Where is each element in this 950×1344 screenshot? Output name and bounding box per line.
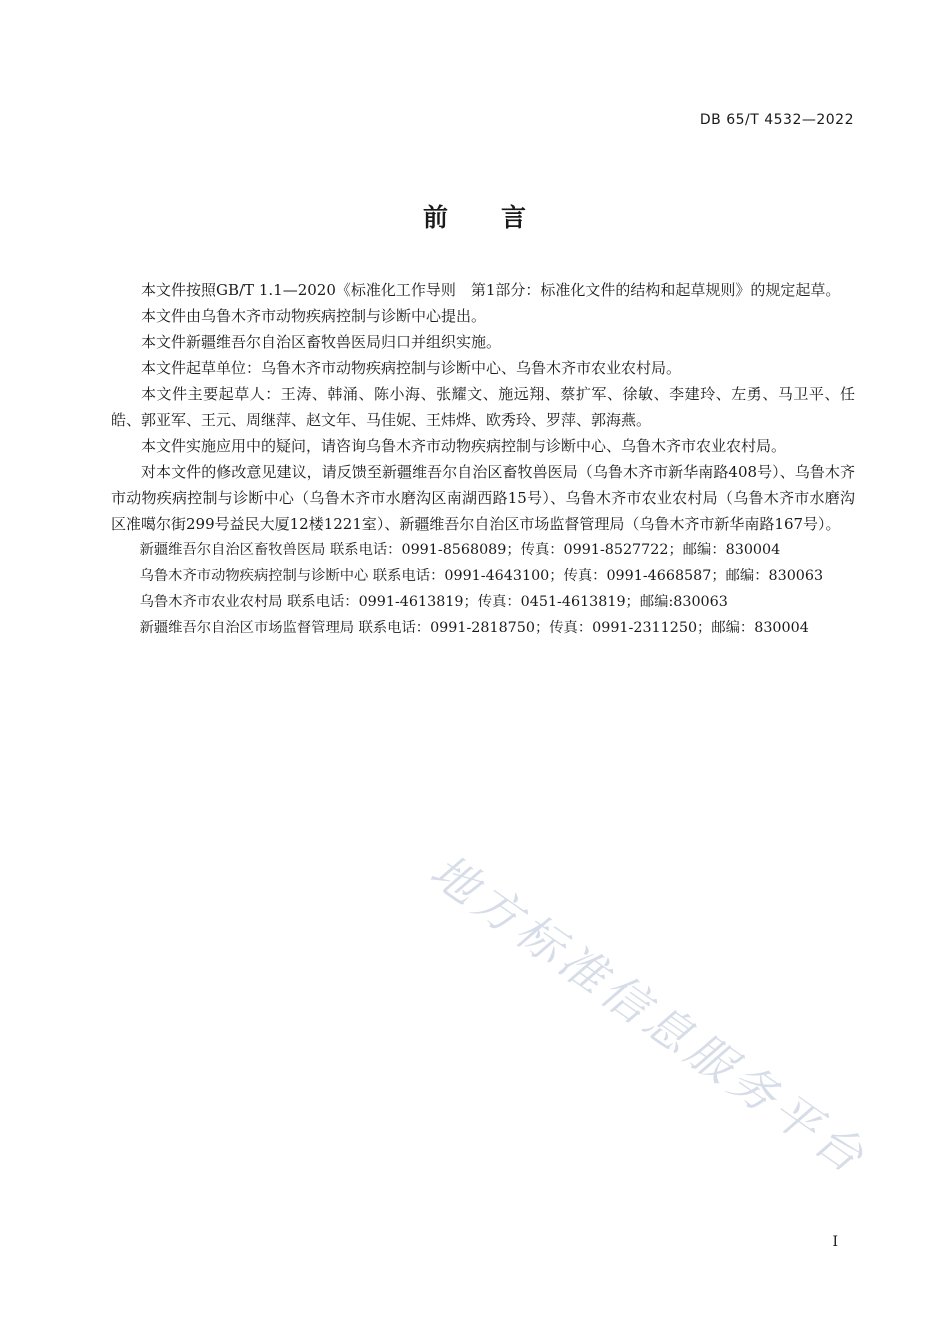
paragraph-drafting-units: 本文件起草单位：乌鲁木齐市动物疾病控制与诊断中心、乌鲁木齐市农业农村局。 [141,359,682,377]
document-code: DB 65/T 4532—2022 [699,112,854,128]
contact-line: 乌鲁木齐市农业农村局 联系电话：0991-4613819；传真：0451-4613819；邮编:830063 [139,594,728,610]
paragraph-feedback: 对本文件的修改意见建议，请反馈至新疆维吾尔自治区畜牧兽医局（乌鲁木齐市新华南路408号）、乌鲁木齐市动物疾病控制与诊断中心（乌鲁木齐市水磨沟区南湖西路15号）、乌鲁木齐市农业农村局（乌鲁木齐市水磨沟区准噶尔街299号益民大厦12楼1221室）、新疆维吾尔自治区市场监督管理局（乌鲁木齐市新华南路167号）。 [111,463,855,533]
page-number: I [832,1234,838,1250]
contact-line: 新疆维吾尔自治区市场监督管理局 联系电话：0991-2818750；传真：0991-2311250；邮编：830004 [139,620,809,636]
watermark: 地方标准信息服务平台 [420,843,878,1186]
paragraph-inquiries: 本文件实施应用中的疑问，请咨询乌鲁木齐市动物疾病控制与诊断中心、乌鲁木齐市农业农村局。 [141,437,787,455]
page-title [0,198,950,234]
paragraph-administrator: 本文件新疆维吾尔自治区畜牧兽医局归口并组织实施。 [141,333,502,351]
document-body [111,277,855,641]
paragraph-proposer: 本文件由乌鲁木齐市动物疾病控制与诊断中心提出。 [141,307,487,325]
contact-line: 新疆维吾尔自治区畜牧兽医局 联系电话：0991-8568089；传真：0991-8527722；邮编：830004 [139,542,781,558]
contact-line: 乌鲁木齐市动物疾病控制与诊断中心 联系电话：0991-4643100；传真：0991-4668587；邮编：830063 [139,568,824,584]
paragraph-drafting-rules: 本文件按照GB/T 1.1—2020《标准化工作导则 第1部分：标准化文件的结构和起草规则》的规定起草。 [141,281,841,299]
title-part-1: 前 [422,203,449,232]
title-part-2: 言 [501,203,528,232]
paragraph-drafters: 本文件主要起草人：王涛、韩涌、陈小海、张耀文、施远翔、蔡扩军、徐敏、李建玲、左勇、马卫平、任皓、郭亚军、王元、周继萍、赵文年、马佳妮、王炜烨、欧秀玲、罗萍、郭海燕。 [111,385,855,429]
